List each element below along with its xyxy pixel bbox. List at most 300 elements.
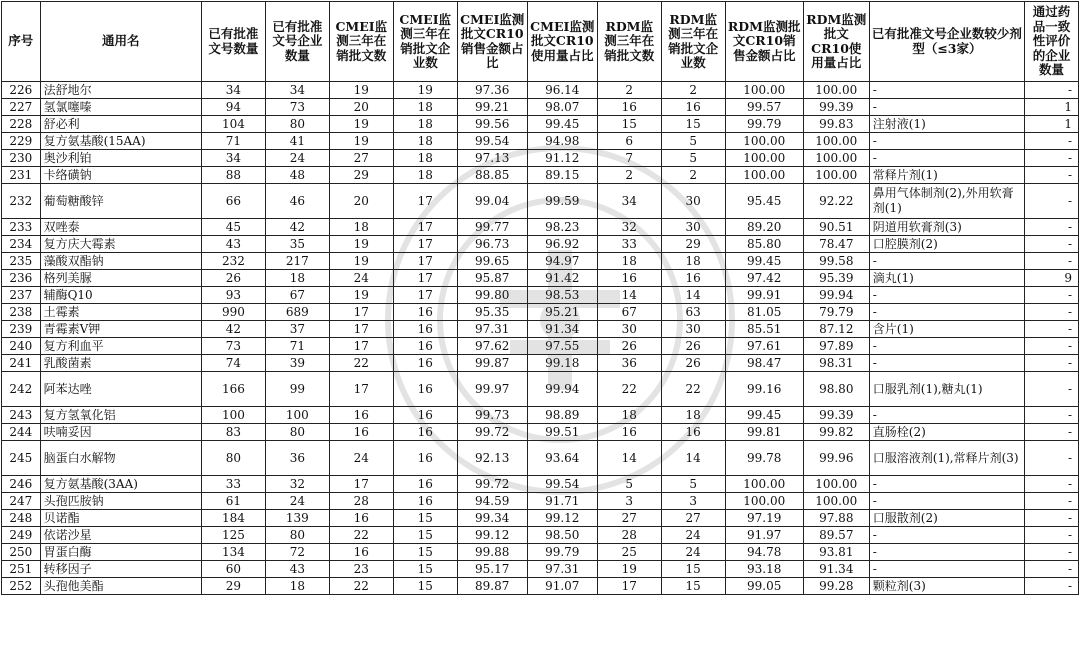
table-cell: 36	[597, 355, 661, 372]
table-cell: 氢氯噻嗪	[40, 99, 201, 116]
table-cell: -	[869, 476, 1024, 493]
header-cell: CMEI监测三年在销批文数	[329, 2, 393, 82]
table-cell: 17	[329, 338, 393, 355]
table-cell: 217	[265, 253, 329, 270]
table-cell: 16	[329, 407, 393, 424]
table-cell: 43	[201, 236, 265, 253]
table-cell: 16	[393, 355, 457, 372]
table-cell: 95.45	[725, 184, 803, 219]
table-cell: 16	[393, 321, 457, 338]
table-cell: 242	[2, 372, 41, 407]
table-cell: 直肠栓(2)	[869, 424, 1024, 441]
table-cell: 93.64	[527, 441, 597, 476]
table-cell: 6	[597, 133, 661, 150]
table-cell: 93.81	[803, 544, 869, 561]
table-cell: 99.58	[803, 253, 869, 270]
table-cell: 71	[265, 338, 329, 355]
table-cell: 99.54	[457, 133, 527, 150]
table-cell: -	[869, 150, 1024, 167]
table-cell: 67	[597, 304, 661, 321]
table-cell: 98.23	[527, 219, 597, 236]
table-cell: 246	[2, 476, 41, 493]
table-cell: 28	[329, 493, 393, 510]
table-cell: 37	[265, 321, 329, 338]
table-cell: 27	[661, 510, 725, 527]
table-cell: 95.39	[803, 270, 869, 287]
table-cell: 24	[265, 493, 329, 510]
table-cell: 16	[393, 407, 457, 424]
table-cell: 243	[2, 407, 41, 424]
table-cell: 99.59	[527, 184, 597, 219]
table-cell: -	[869, 133, 1024, 150]
table-cell: 48	[265, 167, 329, 184]
table-cell: -	[1025, 441, 1079, 476]
table-cell: 99.65	[457, 253, 527, 270]
table-cell: 19	[597, 561, 661, 578]
table-cell: 251	[2, 561, 41, 578]
header-cell: RDM监测批文CR10使用量占比	[803, 2, 869, 82]
table-cell: 26	[597, 338, 661, 355]
table-cell: 88	[201, 167, 265, 184]
table-cell: 83	[201, 424, 265, 441]
header-cell: 已有批准文号企业数较少剂型（≤3家）	[869, 2, 1024, 82]
table-cell: 18	[393, 116, 457, 133]
table-cell: 99.77	[457, 219, 527, 236]
table-cell: 20	[329, 184, 393, 219]
table-row	[2, 150, 1079, 167]
table-cell: 含片(1)	[869, 321, 1024, 338]
table-cell: 复方庆大霉素	[40, 236, 201, 253]
table-cell: 43	[265, 561, 329, 578]
table-cell: 67	[265, 287, 329, 304]
table-cell: -	[869, 82, 1024, 99]
table-cell: -	[1025, 150, 1079, 167]
table-cell: 34	[201, 150, 265, 167]
table-cell: 法舒地尔	[40, 82, 201, 99]
table-cell: 89.87	[457, 578, 527, 595]
table-row	[2, 82, 1079, 99]
table-cell: 99.96	[803, 441, 869, 476]
table-cell: 16	[597, 424, 661, 441]
table-cell: 100	[201, 407, 265, 424]
table-cell: 99.80	[457, 287, 527, 304]
table-cell: 30	[597, 321, 661, 338]
table-row	[2, 304, 1079, 321]
table-cell: 99.28	[803, 578, 869, 595]
table-cell: -	[869, 493, 1024, 510]
table-cell: 96.92	[527, 236, 597, 253]
table-cell: 99.45	[725, 407, 803, 424]
table-cell: 18	[393, 133, 457, 150]
table-cell: 66	[201, 184, 265, 219]
table-cell: 25	[597, 544, 661, 561]
table-cell: 100.00	[803, 167, 869, 184]
table-cell: 34	[201, 82, 265, 99]
table-cell: 98.31	[803, 355, 869, 372]
table-cell: 23	[329, 561, 393, 578]
table-cell: 3	[597, 493, 661, 510]
table-cell: 100.00	[725, 493, 803, 510]
table-cell: 16	[661, 270, 725, 287]
table-cell: 16	[329, 510, 393, 527]
table-cell: 234	[2, 236, 41, 253]
table-cell: 100.00	[803, 476, 869, 493]
table-cell: 29	[329, 167, 393, 184]
table-cell: -	[869, 544, 1024, 561]
table-cell: 卡络磺钠	[40, 167, 201, 184]
table-row	[2, 561, 1079, 578]
table-cell: 100.00	[803, 133, 869, 150]
table-cell: 17	[329, 372, 393, 407]
table-cell: 99.73	[457, 407, 527, 424]
table-cell: 99.12	[527, 510, 597, 527]
table-cell: 乳酸菌素	[40, 355, 201, 372]
table-cell: 99.39	[803, 407, 869, 424]
table-cell: 93	[201, 287, 265, 304]
table-row	[2, 527, 1079, 544]
table-cell: 依诺沙星	[40, 527, 201, 544]
table-cell: 18	[597, 407, 661, 424]
table-cell: 95.35	[457, 304, 527, 321]
table-row	[2, 578, 1079, 595]
table-cell: 18	[265, 270, 329, 287]
drug-table	[1, 1, 1079, 595]
table-cell: -	[869, 561, 1024, 578]
table-cell: 231	[2, 167, 41, 184]
table-cell: 17	[329, 321, 393, 338]
table-cell: -	[1025, 236, 1079, 253]
table-cell: 45	[201, 219, 265, 236]
table-cell: -	[869, 527, 1024, 544]
table-cell: 99.94	[803, 287, 869, 304]
table-cell: 166	[201, 372, 265, 407]
table-cell: 复方利血平	[40, 338, 201, 355]
table-cell: 94.78	[725, 544, 803, 561]
table-cell: -	[1025, 338, 1079, 355]
table-cell: -	[1025, 355, 1079, 372]
table-cell: 97.61	[725, 338, 803, 355]
table-cell: 99.04	[457, 184, 527, 219]
table-cell: 29	[661, 236, 725, 253]
table-cell: 注射液(1)	[869, 116, 1024, 133]
table-cell: 229	[2, 133, 41, 150]
table-cell: 口服溶液剂(1),常释片剂(3)	[869, 441, 1024, 476]
table-cell: 转移因子	[40, 561, 201, 578]
table-cell: -	[869, 287, 1024, 304]
table-cell: 15	[393, 578, 457, 595]
table-cell: 17	[393, 287, 457, 304]
table-cell: 葡萄糖酸锌	[40, 184, 201, 219]
table-cell: 99.79	[527, 544, 597, 561]
table-cell: 99.51	[527, 424, 597, 441]
table-cell: 格列美脲	[40, 270, 201, 287]
table-cell: 92.13	[457, 441, 527, 476]
table-cell: 99.94	[527, 372, 597, 407]
table-row	[2, 184, 1079, 219]
table-cell: 97.55	[527, 338, 597, 355]
table-cell: 滴丸(1)	[869, 270, 1024, 287]
table-cell: 24	[329, 270, 393, 287]
table-cell: 91.07	[527, 578, 597, 595]
table-cell: 89.57	[803, 527, 869, 544]
table-cell: 呋喃妥因	[40, 424, 201, 441]
table-cell: 97.42	[725, 270, 803, 287]
table-cell: 94.97	[527, 253, 597, 270]
table-cell: 16	[329, 424, 393, 441]
table-cell: 99.72	[457, 476, 527, 493]
table-cell: 244	[2, 424, 41, 441]
table-row	[2, 441, 1079, 476]
table-cell: 97.19	[725, 510, 803, 527]
table-cell: 97.31	[527, 561, 597, 578]
table-cell: 78.47	[803, 236, 869, 253]
table-cell: 241	[2, 355, 41, 372]
table-cell: 96.14	[527, 82, 597, 99]
table-row	[2, 253, 1079, 270]
table-cell: 98.50	[527, 527, 597, 544]
header-cell: 通用名	[40, 2, 201, 82]
table-cell: 16	[393, 424, 457, 441]
header-cell: CMEI监测批文CR10销售金额占比	[457, 2, 527, 82]
table-cell: 16	[393, 441, 457, 476]
table-row	[2, 493, 1079, 510]
table-cell: 头孢匹胺钠	[40, 493, 201, 510]
table-cell: -	[1025, 321, 1079, 338]
table-cell: -	[1025, 82, 1079, 99]
table-cell: 22	[329, 355, 393, 372]
table-cell: 18	[393, 99, 457, 116]
table-cell: 100.00	[725, 82, 803, 99]
table-cell: 30	[661, 219, 725, 236]
table-row	[2, 355, 1079, 372]
header-row	[2, 2, 1079, 82]
table-cell: 237	[2, 287, 41, 304]
table-cell: 134	[201, 544, 265, 561]
table-cell: 99.45	[527, 116, 597, 133]
table-cell: -	[1025, 304, 1079, 321]
table-cell: 阴道用软膏剂(3)	[869, 219, 1024, 236]
table-cell: 18	[597, 253, 661, 270]
table-row	[2, 321, 1079, 338]
header-cell: CMEI监测批文CR10使用量占比	[527, 2, 597, 82]
table-cell: 土霉素	[40, 304, 201, 321]
table-cell: 94.98	[527, 133, 597, 150]
table-cell: 91.97	[725, 527, 803, 544]
table-cell: 18	[329, 219, 393, 236]
table-cell: -	[1025, 527, 1079, 544]
table-cell: 奥沙利铂	[40, 150, 201, 167]
table-cell: 42	[265, 219, 329, 236]
table-cell: 27	[597, 510, 661, 527]
table-cell: 胃蛋白酶	[40, 544, 201, 561]
table-cell: 15	[661, 561, 725, 578]
table-cell: 16	[661, 99, 725, 116]
table-cell: 15	[597, 116, 661, 133]
table-cell: 61	[201, 493, 265, 510]
table-cell: -	[869, 253, 1024, 270]
table-cell: 16	[393, 493, 457, 510]
table-cell: 95.21	[527, 304, 597, 321]
table-cell: -	[1025, 167, 1079, 184]
table-cell: 60	[201, 561, 265, 578]
table-cell: 80	[265, 527, 329, 544]
table-cell: 22	[329, 578, 393, 595]
table-cell: 226	[2, 82, 41, 99]
table-cell: 99.82	[803, 424, 869, 441]
table-cell: 97.13	[457, 150, 527, 167]
table-cell: 99.78	[725, 441, 803, 476]
table-cell: 辅酶Q10	[40, 287, 201, 304]
table-row	[2, 99, 1079, 116]
table-cell: 24	[661, 527, 725, 544]
table-cell: 99.97	[457, 372, 527, 407]
table-cell: 98.53	[527, 287, 597, 304]
table-cell: 20	[329, 99, 393, 116]
table-cell: 复方氨基酸(3AA)	[40, 476, 201, 493]
table-cell: 85.80	[725, 236, 803, 253]
table-cell: 41	[265, 133, 329, 150]
table-cell: 3	[661, 493, 725, 510]
table-cell: -	[1025, 219, 1079, 236]
table-cell: 5	[661, 150, 725, 167]
table-cell: 15	[393, 544, 457, 561]
table-cell: 16	[597, 270, 661, 287]
table-cell: 16	[393, 476, 457, 493]
table-cell: 36	[265, 441, 329, 476]
table-cell: 双唑泰	[40, 219, 201, 236]
table-cell: 35	[265, 236, 329, 253]
table-cell: 33	[597, 236, 661, 253]
table-cell: 26	[661, 338, 725, 355]
table-cell: 鼻用气体制剂(2),外用软膏剂(1)	[869, 184, 1024, 219]
table-cell: 99.05	[725, 578, 803, 595]
table-cell: 99.91	[725, 287, 803, 304]
table-cell: 42	[201, 321, 265, 338]
table-cell: 90.51	[803, 219, 869, 236]
table-cell: 2	[597, 82, 661, 99]
table-row	[2, 287, 1079, 304]
table-cell: 口服散剂(2)	[869, 510, 1024, 527]
table-cell: 99.57	[725, 99, 803, 116]
table-cell: 16	[329, 544, 393, 561]
header-cell: 已有批准文号数量	[201, 2, 265, 82]
table-cell: 100.00	[725, 133, 803, 150]
table-cell: -	[869, 355, 1024, 372]
table-cell: 99.34	[457, 510, 527, 527]
table-cell: 34	[265, 82, 329, 99]
table-row	[2, 510, 1079, 527]
table-row	[2, 424, 1079, 441]
table-header	[2, 2, 1079, 82]
table-cell: 100.00	[725, 167, 803, 184]
table-cell: 14	[597, 441, 661, 476]
table-cell: 脑蛋白水解物	[40, 441, 201, 476]
table-cell: 249	[2, 527, 41, 544]
table-cell: 26	[661, 355, 725, 372]
table-row	[2, 167, 1079, 184]
table-cell: 98.07	[527, 99, 597, 116]
table-cell: 248	[2, 510, 41, 527]
table-cell: 19	[329, 236, 393, 253]
table-cell: 94.59	[457, 493, 527, 510]
table-cell: 阿苯达唑	[40, 372, 201, 407]
table-cell: 91.34	[527, 321, 597, 338]
table-cell: 227	[2, 99, 41, 116]
table-cell: 73	[265, 99, 329, 116]
table-cell: 99	[265, 372, 329, 407]
table-cell: 17	[393, 219, 457, 236]
table-cell: 14	[661, 287, 725, 304]
table-cell: 91.34	[803, 561, 869, 578]
table-cell: 100.00	[803, 150, 869, 167]
table-cell: -	[1025, 372, 1079, 407]
table-cell: 19	[393, 82, 457, 99]
table-cell: 18	[393, 167, 457, 184]
table-cell: 29	[201, 578, 265, 595]
table-cell: 233	[2, 219, 41, 236]
table-cell: 95.87	[457, 270, 527, 287]
table-cell: 99.88	[457, 544, 527, 561]
table-cell: 口服乳剂(1),糖丸(1)	[869, 372, 1024, 407]
table-row	[2, 219, 1079, 236]
table-cell: 252	[2, 578, 41, 595]
table-cell: 184	[201, 510, 265, 527]
table-cell: 18	[265, 578, 329, 595]
table-cell: 24	[661, 544, 725, 561]
table-cell: -	[1025, 184, 1079, 219]
table-cell: 30	[661, 184, 725, 219]
table-cell: 7	[597, 150, 661, 167]
table-cell: 91.71	[527, 493, 597, 510]
table-cell: 99.56	[457, 116, 527, 133]
table-cell: 18	[393, 150, 457, 167]
table-cell: 99.45	[725, 253, 803, 270]
table-cell: 73	[201, 338, 265, 355]
table-cell: 63	[661, 304, 725, 321]
table-cell: 228	[2, 116, 41, 133]
table-cell: 99.12	[457, 527, 527, 544]
table-cell: 99.16	[725, 372, 803, 407]
table-cell: 5	[661, 133, 725, 150]
table-cell: -	[1025, 493, 1079, 510]
table-cell: -	[1025, 544, 1079, 561]
table-cell: 100.00	[803, 493, 869, 510]
table-cell: 22	[661, 372, 725, 407]
table-cell: 990	[201, 304, 265, 321]
table-cell: 15	[393, 510, 457, 527]
table-cell: 98.80	[803, 372, 869, 407]
header-cell: 通过药品一致性评价的企业数量	[1025, 2, 1079, 82]
table-cell: -	[1025, 578, 1079, 595]
table-cell: 28	[597, 527, 661, 544]
table-cell: 87.12	[803, 321, 869, 338]
table-cell: 80	[201, 441, 265, 476]
table-cell: 99.83	[803, 116, 869, 133]
table-cell: 26	[201, 270, 265, 287]
table-cell: 17	[597, 578, 661, 595]
table-row	[2, 116, 1079, 133]
table-cell: 232	[2, 184, 41, 219]
table-cell: 33	[201, 476, 265, 493]
table-cell: 17	[393, 184, 457, 219]
table-cell: 19	[329, 253, 393, 270]
table-cell: 19	[329, 82, 393, 99]
header-cell: CMEI监测三年在销批文企业数	[393, 2, 457, 82]
table-cell: 80	[265, 116, 329, 133]
table-cell: 98.89	[527, 407, 597, 424]
table-cell: 24	[329, 441, 393, 476]
header-cell: 已有批准文号企业数量	[265, 2, 329, 82]
